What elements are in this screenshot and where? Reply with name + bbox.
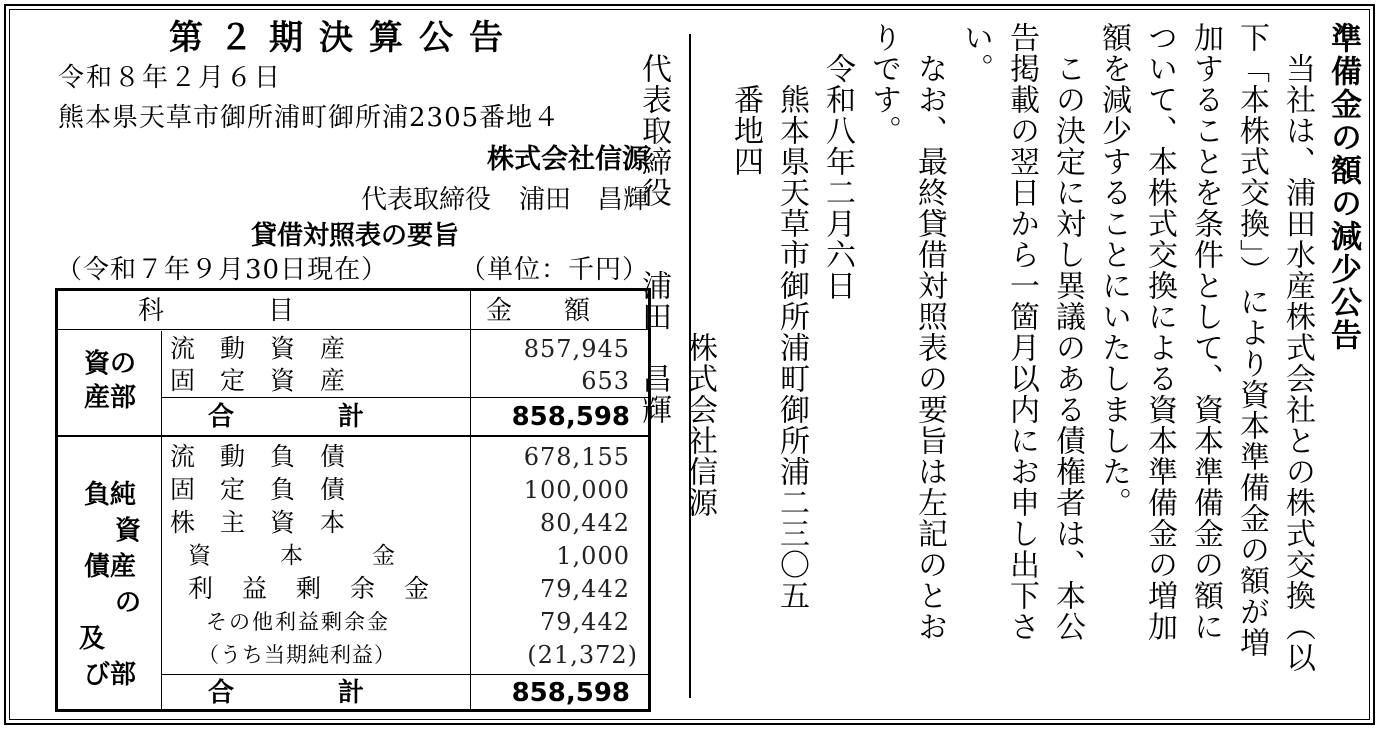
liability-row-value: (21,372) bbox=[527, 641, 638, 669]
company-address: 熊本県天草市御所浦町御所浦2305番地４ bbox=[58, 103, 561, 133]
balance-sheet-title: 貸借対照表の要旨 bbox=[250, 221, 459, 251]
liabilities-total-value: 858,598 bbox=[511, 678, 630, 708]
balance-sheet-table bbox=[55, 288, 651, 712]
representative-name: 浦田 昌輝 bbox=[518, 185, 649, 215]
liability-row-value: 1,000 bbox=[556, 542, 630, 570]
asset-row-label: 流 動 資 産 bbox=[170, 334, 346, 363]
liability-row-label: 株 主 資 本 bbox=[170, 508, 346, 537]
header-amount: 金 額 bbox=[486, 296, 591, 326]
grid-line bbox=[58, 435, 648, 437]
assets-total-value: 858,598 bbox=[511, 402, 630, 432]
liability-row-label: その他利益剰余金 bbox=[206, 610, 390, 634]
notice-body-line: 当社は、浦田水産株式会社との株式交換（以 bbox=[1280, 22, 1315, 673]
balance-sheet-unit: （単位：千円） bbox=[459, 255, 649, 285]
reserve-reduction-notice bbox=[636, 22, 1366, 712]
representative bbox=[361, 184, 649, 216]
company-name: 株式会社信源 bbox=[487, 144, 649, 175]
balance-sheet-date: （令和７年９月30日現在） bbox=[56, 255, 389, 285]
assets-label-line2: 産部 bbox=[83, 383, 136, 413]
asset-row-value: 653 bbox=[581, 367, 630, 395]
notice-representative: 代表取締役 浦田 昌輝 bbox=[636, 22, 671, 425]
notice-body-line: なお、最終貸借対照表の要旨は左記のとお bbox=[912, 22, 947, 642]
liab-label-line: 及 bbox=[78, 624, 105, 654]
liability-row-label: 利 益 剰 余 金 bbox=[188, 574, 432, 603]
notice-body-line: ついて、本株式交換による資本準備金の増加 bbox=[1142, 22, 1177, 642]
asset-row-label: 固 定 資 産 bbox=[170, 366, 346, 395]
liab-label-line: 債産 bbox=[83, 552, 136, 582]
grid-line bbox=[161, 674, 648, 675]
notice-body-line: 告掲載の翌日から一箇月以内にお申し出下さ bbox=[1004, 22, 1039, 642]
liab-label-line: 負純 bbox=[83, 480, 136, 510]
liab-label-line: 資 bbox=[114, 516, 141, 546]
grid-line bbox=[470, 291, 471, 709]
announcement-date: 令和８年２月６日 bbox=[58, 63, 283, 93]
notice-body-line: この決定に対し異議のある債権者は、本公 bbox=[1050, 22, 1085, 642]
asset-row-value: 857,945 bbox=[523, 335, 630, 363]
representative-title: 代表取締役 bbox=[360, 185, 491, 215]
notice-body-line: りです。 bbox=[866, 22, 901, 146]
liability-row-value: 79,442 bbox=[540, 608, 630, 636]
liability-row-value: 80,442 bbox=[540, 509, 630, 537]
grid-line bbox=[161, 397, 648, 398]
assets-label-line1: 資の bbox=[83, 349, 136, 379]
liabilities-section-label bbox=[64, 477, 156, 693]
liability-row-label: （うち当期純利益） bbox=[198, 643, 396, 667]
assets-total-label: 合 計 bbox=[208, 402, 365, 432]
grid-line bbox=[58, 329, 648, 330]
liability-row-value: 678,155 bbox=[523, 443, 630, 471]
notice-body-line: 下「本株式交換」）により資本準備金の額が増 bbox=[1234, 22, 1269, 658]
notice-body-line: 加することを条件として、資本準備金の額に bbox=[1188, 22, 1223, 642]
notice-date: 令和八年二月六日 bbox=[820, 22, 855, 301]
liability-row-value: 100,000 bbox=[523, 476, 630, 504]
liability-row-value: 79,442 bbox=[540, 575, 630, 603]
liability-row-label: 固 定 負 債 bbox=[170, 475, 346, 504]
notice-address-line: 番地四 bbox=[728, 22, 763, 177]
grid-line bbox=[161, 331, 162, 709]
notice-title: 準備金の額の減少公告 bbox=[1325, 22, 1361, 352]
header-account: 科 目 bbox=[138, 296, 295, 326]
liability-row-label: 資 本 金 bbox=[188, 543, 395, 569]
notice-body-line: 額を減少することにいたしました。 bbox=[1096, 22, 1131, 518]
liabilities-total-label: 合 計 bbox=[208, 678, 365, 708]
notice-body-line: い。 bbox=[958, 22, 993, 84]
assets-section-label bbox=[64, 347, 156, 415]
announcement-title: 第２期決算公告 bbox=[169, 18, 519, 58]
liab-label-line: び部 bbox=[83, 660, 136, 690]
liability-row-label: 流 動 負 債 bbox=[170, 442, 346, 471]
notice-address-line: 熊本県天草市御所浦町御所浦二三〇五 bbox=[774, 22, 809, 611]
liab-label-line: の bbox=[114, 588, 141, 618]
notice-company: 株式会社信源 bbox=[682, 22, 717, 518]
